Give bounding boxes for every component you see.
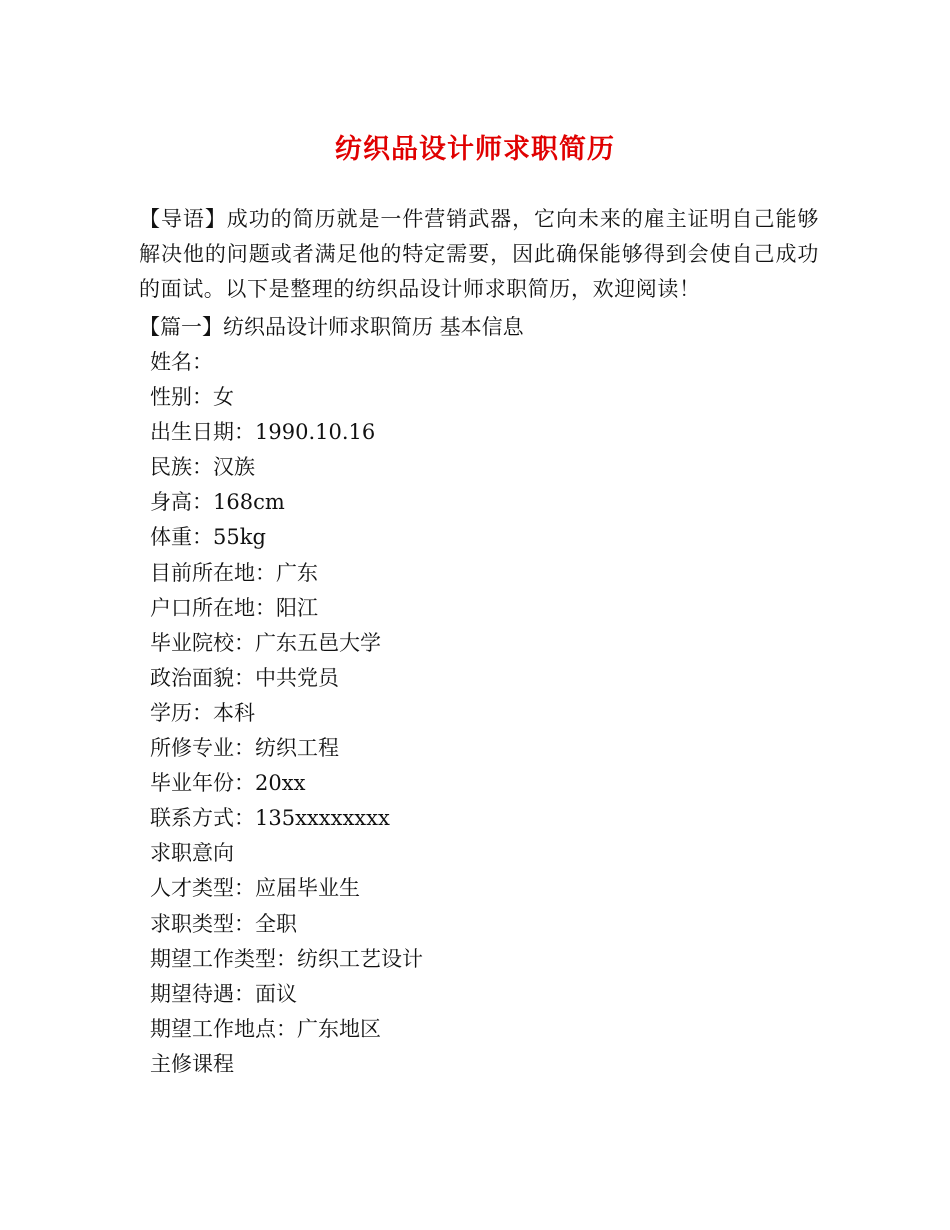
info-row: 学历：本科 (150, 700, 255, 725)
info-row: 求职意向 (150, 841, 234, 866)
info-row: 求职类型：全职 (150, 911, 297, 936)
info-row: 毕业年份：20xx (150, 771, 306, 796)
info-row: 主修课程 (150, 1051, 234, 1076)
info-row: 期望待遇：面议 (150, 981, 297, 1006)
info-row: 毕业院校：广东五邑大学 (150, 630, 381, 655)
info-row: 性别：女 (150, 385, 234, 410)
info-row: 期望工作类型：纺织工艺设计 (150, 946, 423, 971)
info-row: 联系方式：135xxxxxxxx (150, 806, 390, 831)
info-row: 姓名： (150, 350, 213, 374)
intro-paragraph: 【导语】成功的简历就是一件营销武器，它向未来的雇主证明自己能够解决他的问题或者满足他的特定需要，因此确保能够得到会使自己成功的面试。以下是整理的纺织品设计师求职简历，欢迎阅读！ (139, 207, 819, 301)
info-row: 身高：168cm (150, 490, 285, 515)
info-list (150, 345, 810, 1082)
info-row: 户口所在地：阳江 (150, 595, 318, 620)
info-row: 出生日期：1990.10.16 (150, 420, 376, 445)
section-heading: 【篇一】纺织品设计师求职简历 基本信息 (139, 315, 524, 339)
info-row: 体重：55kg (150, 525, 266, 550)
info-row: 目前所在地：广东 (150, 560, 318, 585)
document-title: 纺织品设计师求职简历 (335, 134, 615, 165)
info-row: 期望工作地点：广东地区 (150, 1016, 381, 1041)
info-row: 所修专业：纺织工程 (150, 736, 339, 761)
info-row: 民族：汉族 (150, 455, 255, 480)
info-row: 政治面貌：中共党员 (150, 665, 339, 690)
info-row: 人才类型：应届毕业生 (150, 876, 360, 901)
